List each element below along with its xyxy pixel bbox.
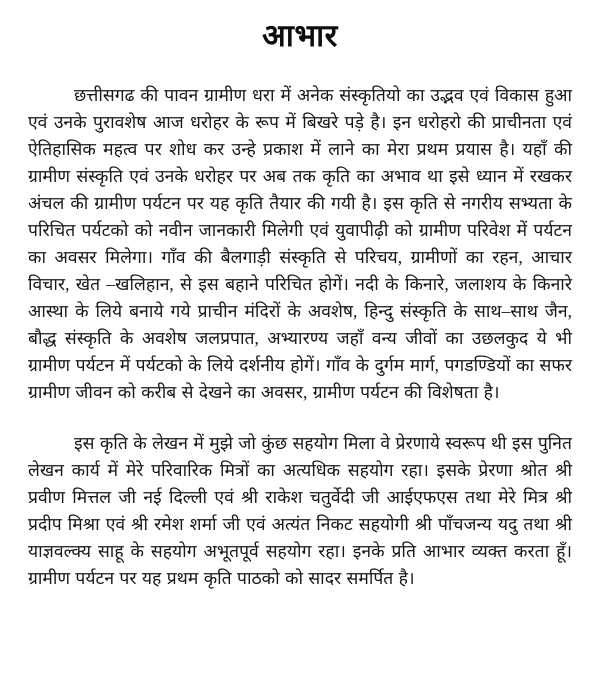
paragraph-2: इस कृति के लेखन में मुझे जो कुंछ सहयोग मिला वे प्रेरणाये स्वरूप थी इस पुनित लेखन कार्य में मेरे परिवारिक मित्रों का अत्यधिक सहयोग रहा। इसके प्रेरणा श्रोत श्री प्रवीण मित्तल जी नई दिल्ली एवं श्री राकेश चतुर्वेदी जी आईएफएस तथा मेरे मित्र श्री प्रदीप मिश्रा एवं श्री रमेश शर्मा जी एवं अत्यंत निकट सहयोगी श्री पाँचजन्य यदु तथा श्री याज्ञवल्क्य साहू के सहयोग अभूतपूर्व सहयोग रहा। इनके प्रति आभार व्यक्त करता हूँ। ग्रामीण पर्यटन पर यह प्रथम कृति पाठको को सादर समर्पित है।	[28, 433, 572, 588]
page-title: आभार	[262, 18, 338, 53]
paragraph-1: छत्तीसगढ की पावन ग्रामीण धरा में अनेक संस्कृतियो का उद्भव एवं विकास हुआ एवं उनके पुरावशेष आज धरोहर के रूप में बिखरे पड़े है। इन धरोहरो की प्राचीनता एवं ऐतिहासिक महत्व पर शोध कर उन्हे प्रकाश में लाने का मेरा प्रथम प्रयास है। यहाँ की ग्रामीण संस्कृति एवं उनके धरोहर पर अब तक कृति का अभाव था इसे ध्यान में रखकर अंचल की ग्रामीण पर्यटन पर यह कृति तैयार की गयी है। इस कृति से नगरीय सभ्यता के परिचित पर्यटको को नवीन जानकारी मिलेगी एवं युवापीढ़ी को ग्रामीण परिवेश में पर्यटन का अवसर मिलेगा। गाँव की बैलगाड़ी संस्कृति से परिचय, ग्रामीणों का रहन, आचार विचार, खेत –खलिहान, से इस बहाने परिचित होगें। नदी के किनारे, जलाशय के किनारे आस्था के लिये बनाये गये प्राचीन मंदिरों के अवशेष, हिन्दु संस्कृति के साथ–साथ जैन, बौद्ध संस्कृति के अवशेष जलप्रपात, अभ्यारण्य जहाँ वन्य जीवों का उछलकुद ये भी ग्रामीण पर्यटन में पर्यटको के लिये दर्शनीय होगें। गाँव के दुर्गम मार्ग, पगडण्डियों का सफर ग्रामीण जीवन को करीब से देखने का अवसर, ग्रामीण पर्यटन की विशेषता है।	[28, 85, 572, 402]
